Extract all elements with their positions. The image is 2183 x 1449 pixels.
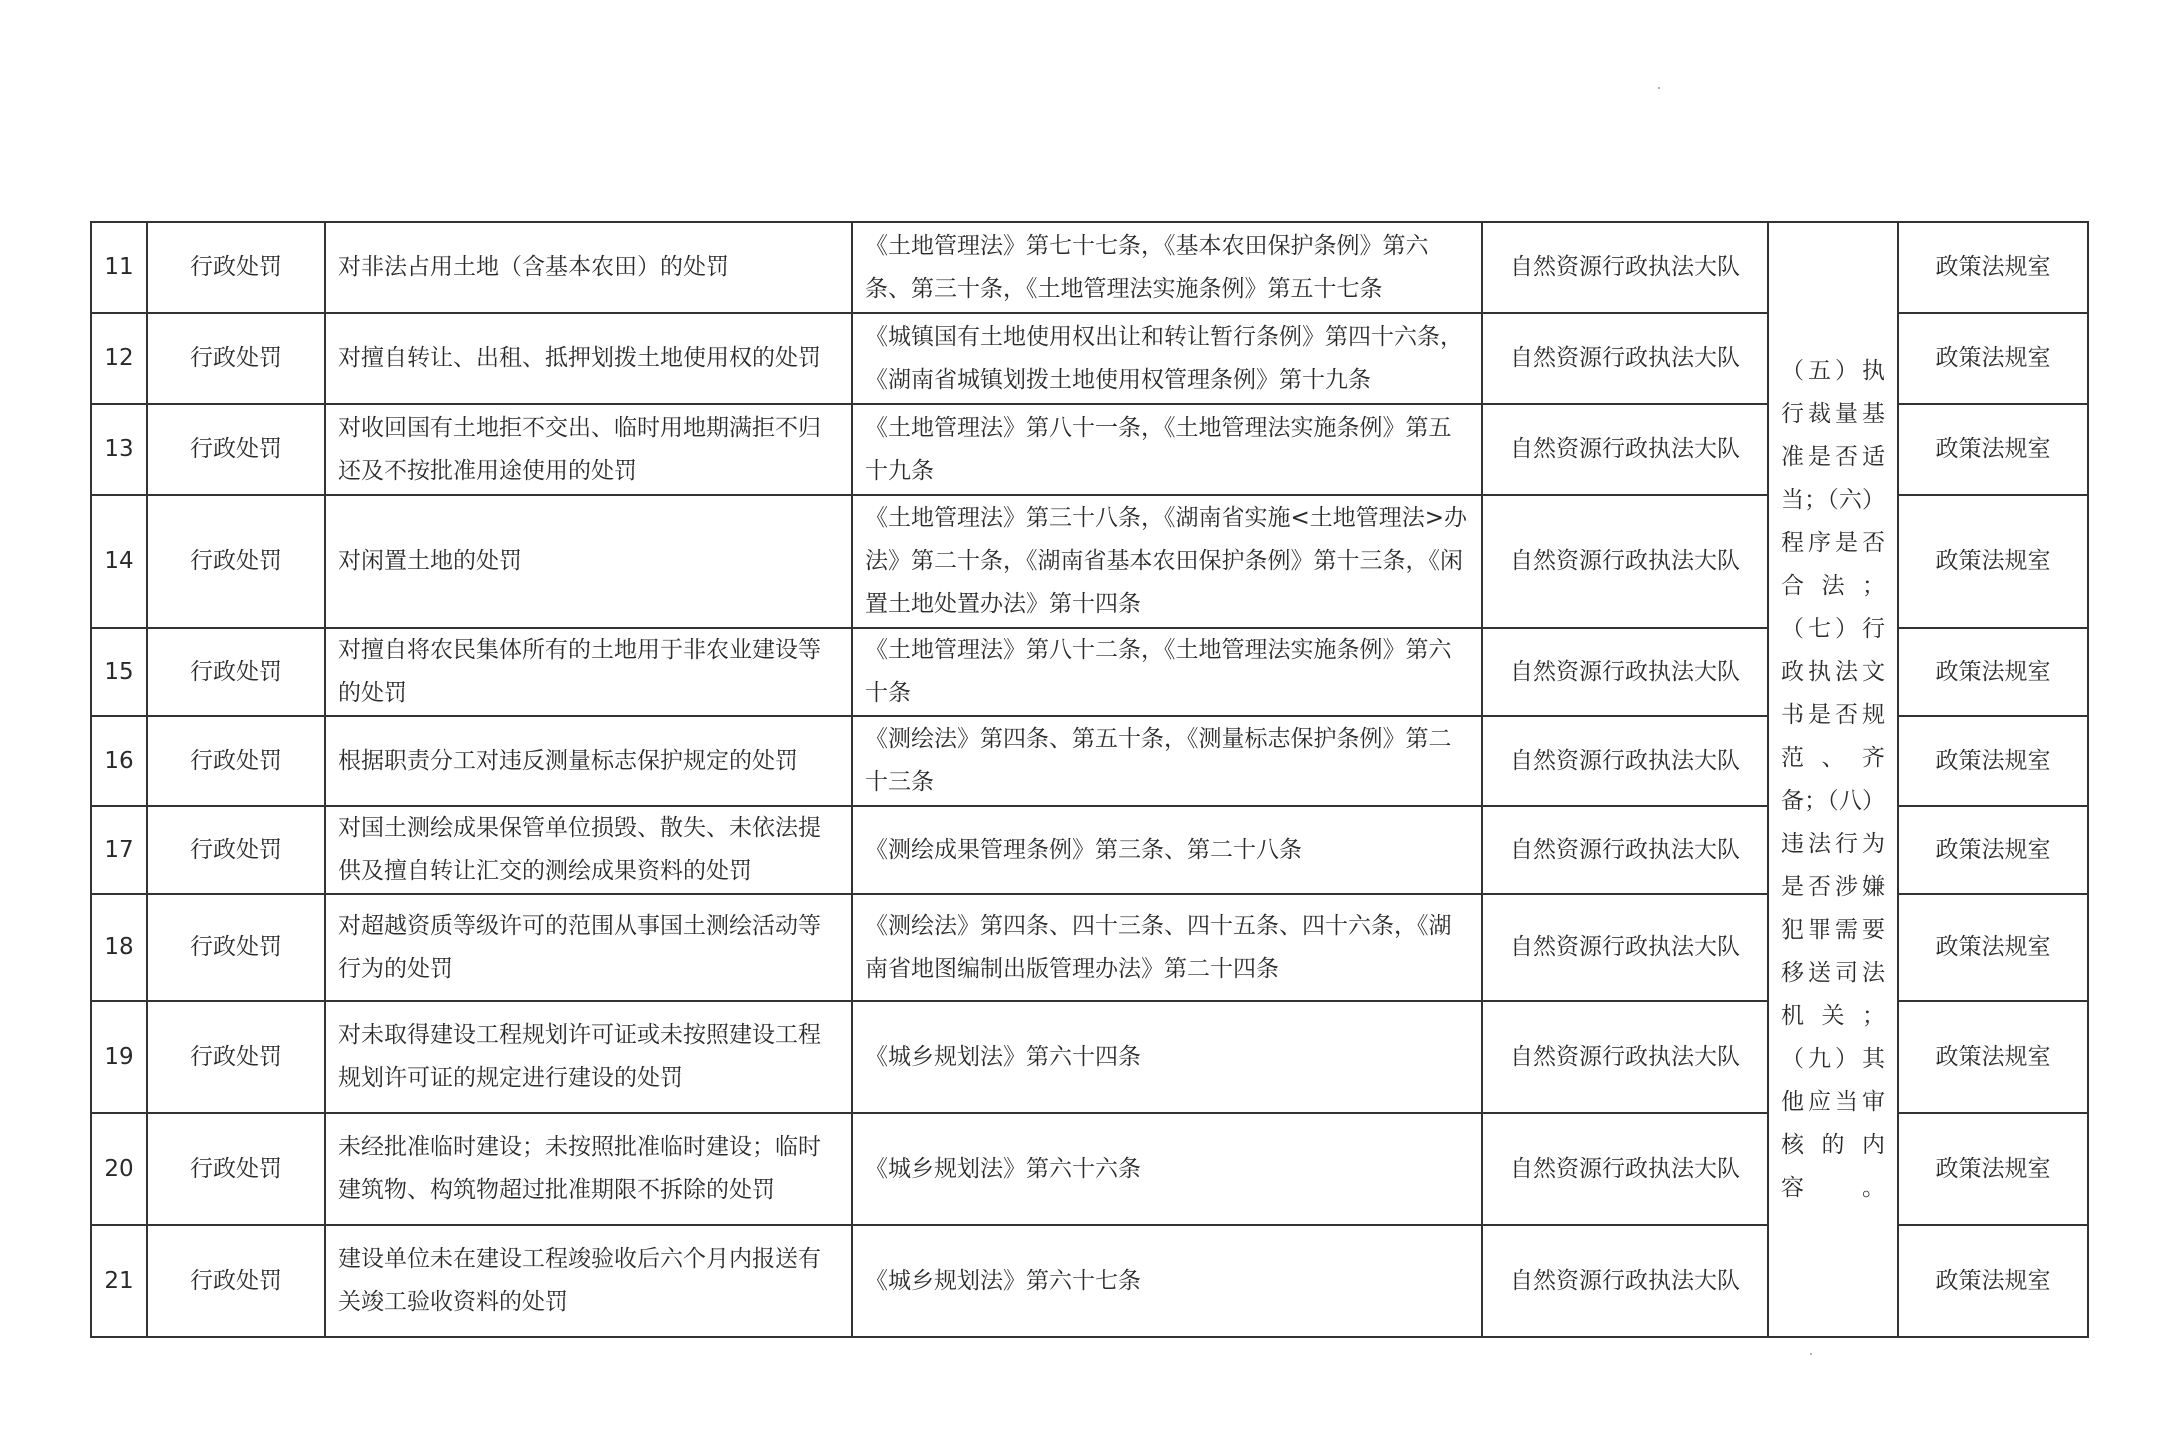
legal-basis: 《测绘法》第四条、第五十条，《测量标志保护条例》第二十三条 xyxy=(852,716,1482,806)
implementing-department: 自然资源行政执法大队 xyxy=(1482,404,1768,495)
row-number: 12 xyxy=(91,313,147,404)
enforcement-item: 对擅自转让、出租、抵押划拨土地使用权的处罚 xyxy=(325,313,852,404)
enforcement-item: 对闲置土地的处罚 xyxy=(325,495,852,628)
legal-basis: 《城乡规划法》第六十六条 xyxy=(852,1113,1482,1225)
enforcement-type: 行政处罚 xyxy=(147,628,325,716)
enforcement-item: 对擅自将农民集体所有的土地用于非农业建设等的处罚 xyxy=(325,628,852,716)
implementing-department: 自然资源行政执法大队 xyxy=(1482,1225,1768,1337)
implementing-department: 自然资源行政执法大队 xyxy=(1482,894,1768,1001)
enforcement-item: 未经批准临时建设；未按照批准临时建设；临时建筑物、构筑物超过批准期限不拆除的处罚 xyxy=(325,1113,852,1225)
scan-speck xyxy=(1658,87,1660,89)
review-office: 政策法规室 xyxy=(1898,404,2088,495)
row-number: 17 xyxy=(91,806,147,894)
implementing-department: 自然资源行政执法大队 xyxy=(1482,716,1768,806)
review-office: 政策法规室 xyxy=(1898,1001,2088,1113)
review-office: 政策法规室 xyxy=(1898,495,2088,628)
implementing-department: 自然资源行政执法大队 xyxy=(1482,222,1768,313)
enforcement-type: 行政处罚 xyxy=(147,716,325,806)
implementing-department: 自然资源行政执法大队 xyxy=(1482,628,1768,716)
legal-basis: 《土地管理法》第八十二条，《土地管理法实施条例》第六十条 xyxy=(852,628,1482,716)
enforcement-type: 行政处罚 xyxy=(147,1113,325,1225)
enforcement-type: 行政处罚 xyxy=(147,894,325,1001)
implementing-department: 自然资源行政执法大队 xyxy=(1482,1001,1768,1113)
enforcement-item: 根据职责分工对违反测量标志保护规定的处罚 xyxy=(325,716,852,806)
review-office: 政策法规室 xyxy=(1898,716,2088,806)
legal-basis: 《土地管理法》第八十一条，《土地管理法实施条例》第五十九条 xyxy=(852,404,1482,495)
enforcement-item: 对国土测绘成果保管单位损毁、散失、未依法提供及擅自转让汇交的测绘成果资料的处罚 xyxy=(325,806,852,894)
row-number: 13 xyxy=(91,404,147,495)
scan-speck xyxy=(1810,1353,1812,1355)
review-office: 政策法规室 xyxy=(1898,894,2088,1001)
table-row xyxy=(91,222,2088,313)
enforcement-type: 行政处罚 xyxy=(147,1001,325,1113)
enforcement-type: 行政处罚 xyxy=(147,495,325,628)
legal-basis: 《测绘成果管理条例》第三条、第二十八条 xyxy=(852,806,1482,894)
row-number: 11 xyxy=(91,222,147,313)
review-office: 政策法规室 xyxy=(1898,222,2088,313)
enforcement-item: 对未取得建设工程规划许可证或未按照建设工程规划许可证的规定进行建设的处罚 xyxy=(325,1001,852,1113)
legal-basis: 《测绘法》第四条、四十三条、四十五条、四十六条，《湖南省地图编制出版管理办法》第二十四条 xyxy=(852,894,1482,1001)
legal-basis: 《土地管理法》第三十八条，《湖南省实施<土地管理法>办法》第二十条，《湖南省基本农田保护条例》第十三条，《闲置土地处置办法》第十四条 xyxy=(852,495,1482,628)
row-number: 15 xyxy=(91,628,147,716)
implementing-department: 自然资源行政执法大队 xyxy=(1482,313,1768,404)
row-number: 21 xyxy=(91,1225,147,1337)
legal-basis: 《城镇国有土地使用权出让和转让暂行条例》第四十六条，《湖南省城镇划拨土地使用权管理条例》第十九条 xyxy=(852,313,1482,404)
table-body xyxy=(91,222,2088,1337)
row-number: 18 xyxy=(91,894,147,1001)
implementing-department: 自然资源行政执法大队 xyxy=(1482,1113,1768,1225)
legal-basis: 《城乡规划法》第六十七条 xyxy=(852,1225,1482,1337)
enforcement-type: 行政处罚 xyxy=(147,313,325,404)
review-table-container xyxy=(90,221,2087,1338)
review-points xyxy=(1768,222,1898,1337)
legal-review-table xyxy=(90,221,2089,1338)
enforcement-item: 对超越资质等级许可的范围从事国土测绘活动等行为的处罚 xyxy=(325,894,852,1001)
row-number: 20 xyxy=(91,1113,147,1225)
legal-basis: 《土地管理法》第七十七条，《基本农田保护条例》第六条、第三十条，《土地管理法实施条例》第五十七条 xyxy=(852,222,1482,313)
enforcement-item: 建设单位未在建设工程竣验收后六个月内报送有关竣工验收资料的处罚 xyxy=(325,1225,852,1337)
review-office: 政策法规室 xyxy=(1898,1225,2088,1337)
review-points-text: （五）执行裁量基准是否适当；（六）程序是否合法；（七）行政执法文书是否规范、齐备；（八）违法行为是否涉嫌犯罪需要移送司法机关；（九）其他应当审核的内容。 xyxy=(1781,357,1885,1201)
legal-basis: 《城乡规划法》第六十四条 xyxy=(852,1001,1482,1113)
enforcement-type: 行政处罚 xyxy=(147,806,325,894)
row-number: 19 xyxy=(91,1001,147,1113)
review-office: 政策法规室 xyxy=(1898,806,2088,894)
implementing-department: 自然资源行政执法大队 xyxy=(1482,806,1768,894)
implementing-department: 自然资源行政执法大队 xyxy=(1482,495,1768,628)
review-office: 政策法规室 xyxy=(1898,313,2088,404)
enforcement-type: 行政处罚 xyxy=(147,1225,325,1337)
row-number: 14 xyxy=(91,495,147,628)
enforcement-item: 对非法占用土地（含基本农田）的处罚 xyxy=(325,222,852,313)
review-office: 政策法规室 xyxy=(1898,628,2088,716)
enforcement-type: 行政处罚 xyxy=(147,404,325,495)
review-office: 政策法规室 xyxy=(1898,1113,2088,1225)
row-number: 16 xyxy=(91,716,147,806)
enforcement-type: 行政处罚 xyxy=(147,222,325,313)
enforcement-item: 对收回国有土地拒不交出、临时用地期满拒不归还及不按批准用途使用的处罚 xyxy=(325,404,852,495)
